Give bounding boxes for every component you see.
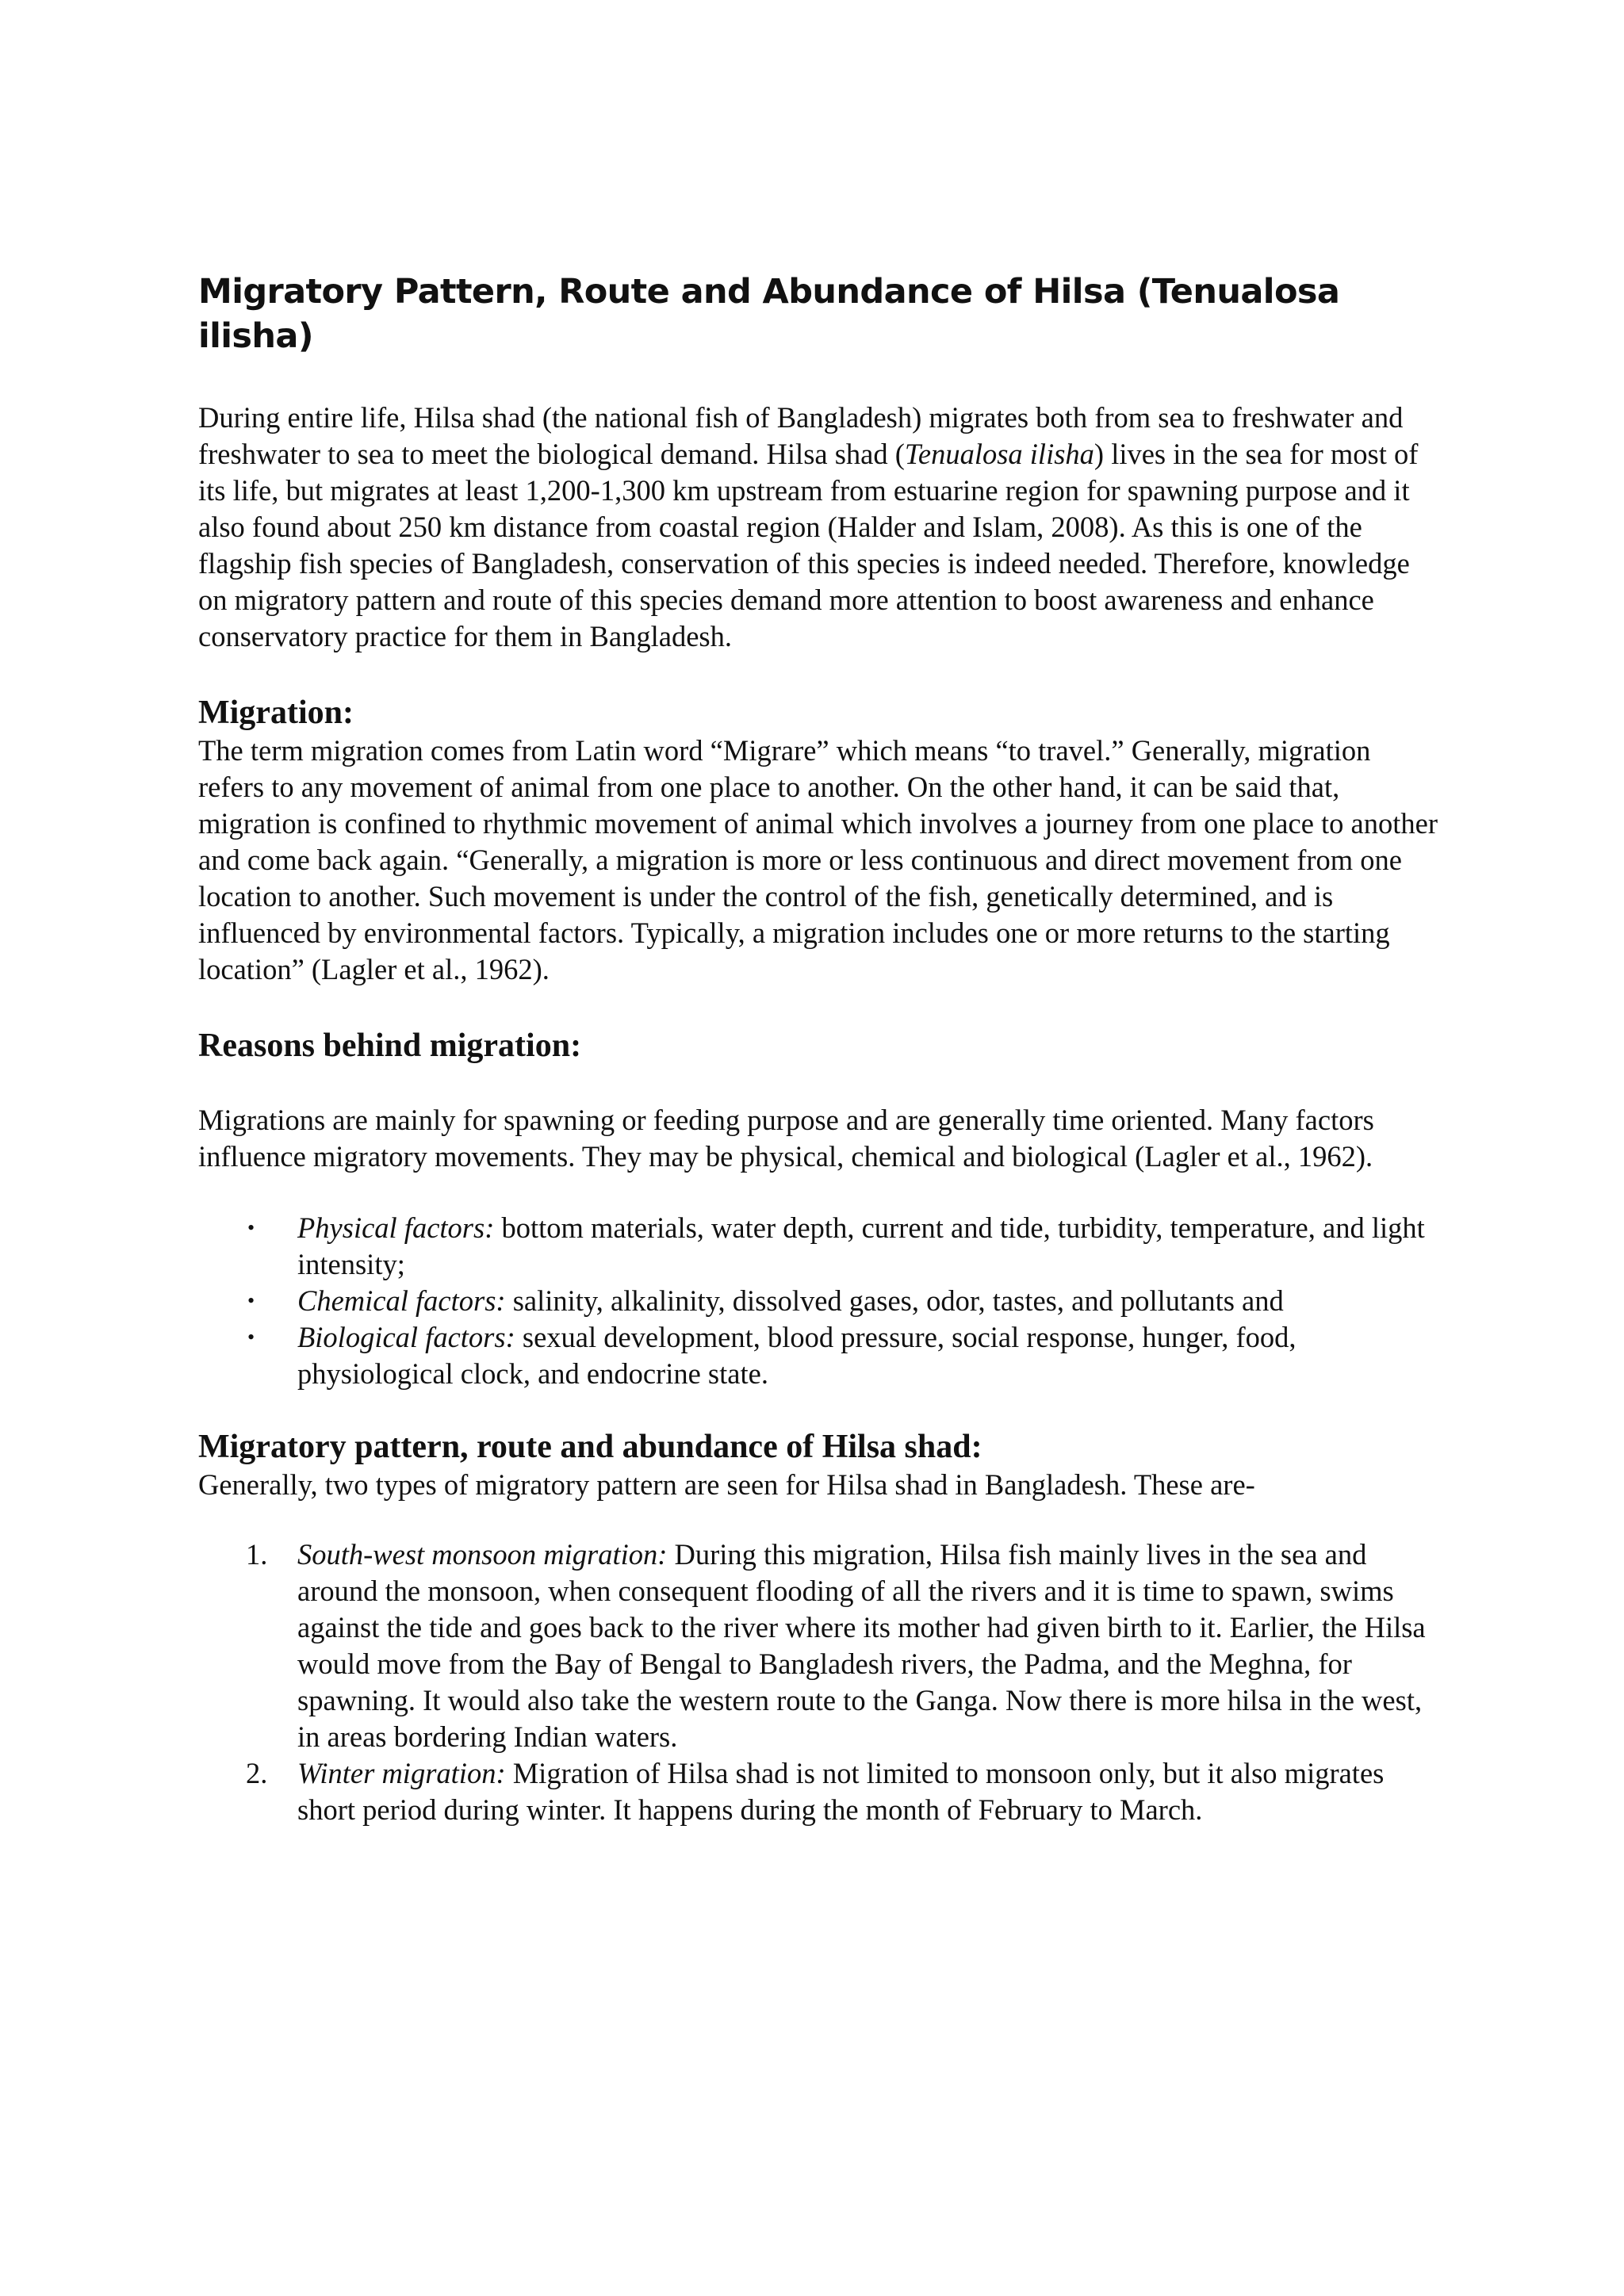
reasons-heading: Reasons behind migration: bbox=[198, 1027, 582, 1064]
type-text: Migration of Hilsa shad is not limited to monsoon only, but it also migrates short period during winter. It happens during the month of February to March. bbox=[297, 1757, 1385, 1826]
list-number: 2. bbox=[246, 1757, 268, 1789]
document-title: Migratory Pattern, Route and Abundance of Hilsa (Tenualosa ilisha) bbox=[198, 272, 1340, 356]
type-label: South-west monsoon migration: bbox=[297, 1538, 668, 1571]
pattern-heading: Migratory pattern, route and abundance of Hilsa shad: bbox=[198, 1429, 982, 1465]
reasons-paragraph: Migrations are mainly for spawning or feeding purpose and are generally time oriented. Many factors influence migratory movements. They may be physical, chemical and biological (Lagler et al., 1962). bbox=[198, 1104, 1374, 1173]
bullet-icon: • bbox=[247, 1289, 255, 1312]
list-number: 1. bbox=[246, 1538, 268, 1571]
factor-text: salinity, alkalinity, dissolved gases, odor, tastes, and pollutants and bbox=[505, 1284, 1284, 1317]
bullet-icon: • bbox=[247, 1326, 255, 1349]
intro-species-name: Tenualosa ilisha bbox=[904, 438, 1094, 470]
bullet-icon: • bbox=[247, 1216, 255, 1239]
intro-paragraph bbox=[198, 400, 1443, 655]
migration-types-list bbox=[198, 1536, 1443, 1828]
intro-text-part2: ) lives in the sea for most of its life, but migrates at least 1,200-1,300 km upstream from estuarine region for spawning purpose and it also found about 250 km distance from coastal region (Halder and Islam, 2008). As this is one of the flagship fish species of Bangladesh, conservation of this species is indeed needed. Therefore, knowledge on migratory pattern and route of this species demand more attention to boost awareness and enhance conservatory practice for them in Bangladesh. bbox=[198, 438, 1419, 652]
factor-text: bottom materials, water depth, current and tide, turbidity, temperature, and light intensity; bbox=[297, 1211, 1425, 1280]
list-item bbox=[198, 1536, 1443, 1755]
factor-label: Biological factors: bbox=[297, 1321, 515, 1353]
factors-list bbox=[198, 1210, 1443, 1392]
factor-text: sexual development, blood pressure, social response, hunger, food, physiological clock, and endocrine state. bbox=[297, 1321, 1297, 1390]
list-item bbox=[198, 1210, 1443, 1283]
factor-label: Chemical factors: bbox=[297, 1284, 506, 1317]
intro-text-part1: During entire life, Hilsa shad (the national fish of Bangladesh) migrates both from sea to freshwater and freshwater to sea to meet the biological demand. Hilsa shad ( bbox=[198, 401, 1404, 470]
document-page bbox=[198, 270, 1443, 1828]
factor-label: Physical factors: bbox=[297, 1211, 495, 1244]
type-text: During this migration, Hilsa fish mainly lives in the sea and around the monsoon, when consequent flooding of all the rivers and it is time to spawn, swims against the tide and goes back to the river where its mother had given birth to it. Earlier, the Hilsa would move from the Bay of Bengal to Bangladesh rivers, the Padma, and the Meghna, for spawning. It would also take the western route to the Ganga. Now there is more hilsa in the west, in areas bordering Indian waters. bbox=[297, 1538, 1426, 1753]
pattern-paragraph: Generally, two types of migratory pattern are seen for Hilsa shad in Bangladesh. These are- bbox=[198, 1468, 1255, 1501]
migration-heading: Migration: bbox=[198, 695, 354, 731]
list-item bbox=[198, 1319, 1443, 1392]
type-label: Winter migration: bbox=[297, 1757, 506, 1789]
list-item bbox=[198, 1755, 1443, 1828]
migration-paragraph: The term migration comes from Latin word “Migrare” which means “to travel.” Generally, migration refers to any movement of animal from one place to another. On the other hand, it can be said that, migration is confined to rhythmic movement of animal which involves a journey from one place to another and come back again. “Generally, a migration is more or less continuous and direct movement from one location to another. Such movement is under the control of the fish, genetically determined, and is influenced by environmental factors. Typically, a migration includes one or more returns to the starting location” (Lagler et al., 1962). bbox=[198, 734, 1438, 985]
list-item bbox=[198, 1283, 1443, 1319]
